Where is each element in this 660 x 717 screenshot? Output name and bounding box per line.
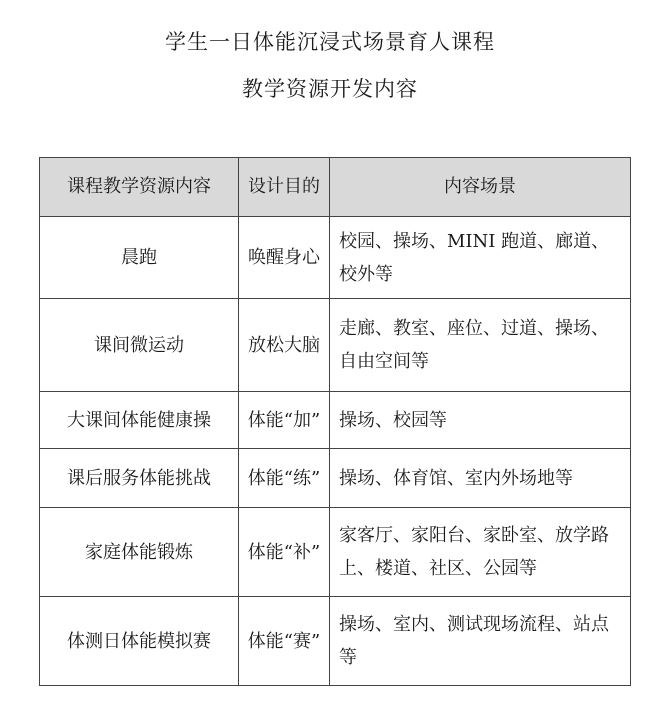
table-row — [40, 597, 631, 686]
scene-cell: 校园、操场、MINI 跑道、廊道、校外等 — [330, 217, 631, 299]
column-header-scene: 内容场景 — [330, 158, 631, 217]
content-cell: 体测日体能模拟赛 — [40, 597, 239, 686]
content-cell: 课间微运动 — [40, 299, 239, 392]
purpose-cell: 体能“补” — [239, 508, 330, 597]
purpose-cell: 放松大脑 — [239, 299, 330, 392]
purpose-cell: 唤醒身心 — [239, 217, 330, 299]
table-row — [40, 392, 631, 449]
document-title: 学生一日体能沉浸式场景育人课程 — [165, 30, 495, 54]
table-row — [40, 217, 631, 299]
resource-table — [39, 157, 631, 686]
content-cell: 家庭体能锻炼 — [40, 508, 239, 597]
content-cell: 晨跑 — [40, 217, 239, 299]
column-header-purpose: 设计目的 — [239, 158, 330, 217]
scene-cell: 操场、校园等 — [330, 392, 631, 449]
table-header-row — [40, 158, 631, 217]
table-row — [40, 299, 631, 392]
scene-cell: 家客厅、家阳台、家卧室、放学路上、楼道、社区、公园等 — [330, 508, 631, 597]
purpose-cell: 体能“练” — [239, 449, 330, 508]
table-row — [40, 508, 631, 597]
scene-cell: 操场、室内、测试现场流程、站点等 — [330, 597, 631, 686]
scene-cell: 操场、体育馆、室内外场地等 — [330, 449, 631, 508]
purpose-cell: 体能“加” — [239, 392, 330, 449]
column-header-content: 课程教学资源内容 — [40, 158, 239, 217]
document-subtitle: 教学资源开发内容 — [242, 77, 418, 101]
table-row — [40, 449, 631, 508]
content-cell: 大课间体能健康操 — [40, 392, 239, 449]
purpose-cell: 体能“赛” — [239, 597, 330, 686]
content-cell: 课后服务体能挑战 — [40, 449, 239, 508]
scene-cell: 走廊、教室、座位、过道、操场、自由空间等 — [330, 299, 631, 392]
